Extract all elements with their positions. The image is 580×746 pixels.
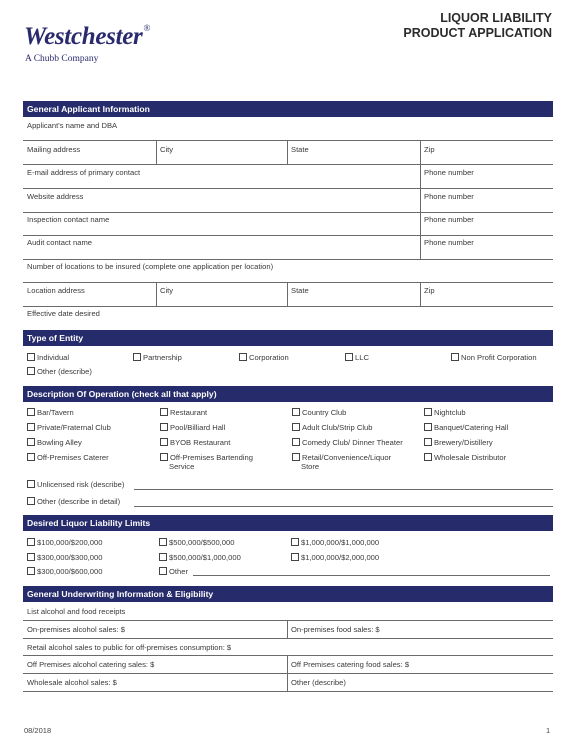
- entity-option-label: Individual: [37, 353, 70, 362]
- checkbox-icon: [292, 453, 300, 461]
- divider: [287, 620, 288, 638]
- checkbox-icon: [424, 453, 432, 461]
- westchester-logo: [24, 24, 150, 49]
- limit-checkbox[interactable]: [291, 538, 379, 547]
- section-desired-limits: Desired Liquor Liability Limits: [23, 515, 553, 531]
- checkbox-icon: [27, 553, 35, 561]
- checkbox-icon: [27, 438, 35, 446]
- divider: [156, 282, 157, 306]
- phone-field[interactable]: Phone number: [424, 168, 474, 177]
- checkbox-icon: [160, 438, 168, 446]
- location-state-field[interactable]: State: [291, 286, 309, 295]
- divider: [287, 282, 288, 306]
- checkbox-icon: [27, 423, 35, 431]
- other-receipts-field[interactable]: Other (describe): [291, 678, 346, 687]
- operation-checkbox[interactable]: [27, 453, 109, 462]
- off-premises-food-field[interactable]: Off Premises catering food sales: $: [291, 660, 410, 669]
- divider: [23, 638, 553, 639]
- limit-other-input-line[interactable]: [193, 575, 550, 576]
- checkbox-icon: [292, 408, 300, 416]
- operation-label: Bowling Alley: [37, 438, 82, 447]
- section-underwriting: General Underwriting Information & Eligibility: [23, 586, 553, 602]
- checkbox-icon: [159, 553, 167, 561]
- divider: [23, 164, 553, 165]
- limit-label: $300,000/$300,000: [37, 553, 103, 562]
- wholesale-alcohol-field[interactable]: Wholesale alcohol sales: $: [27, 678, 117, 687]
- page-number: 1: [546, 726, 551, 735]
- entity-option-label: Other (describe): [37, 367, 92, 376]
- audit-contact-field[interactable]: Audit contact name: [27, 238, 93, 247]
- checkbox-icon: [451, 353, 459, 361]
- title-line-2: PRODUCT APPLICATION: [403, 26, 552, 40]
- divider: [23, 282, 553, 283]
- divider: [23, 655, 553, 656]
- retail-alcohol-field[interactable]: Retail alcohol sales to public for off-premises consumption: $: [27, 643, 232, 652]
- checkbox-icon: [27, 367, 35, 375]
- location-address-field[interactable]: Location address: [27, 286, 85, 295]
- operation-label: Retail/Convenience/Liquor: [302, 453, 392, 462]
- checkbox-icon: [160, 453, 168, 461]
- limit-checkbox[interactable]: [159, 538, 234, 547]
- divider: [23, 235, 553, 236]
- phone-field[interactable]: Phone number: [424, 192, 474, 201]
- operation-label: Restaurant: [170, 408, 208, 417]
- operation-label: Banquet/Catering Hall: [434, 423, 509, 432]
- operation-checkbox[interactable]: [424, 438, 493, 447]
- operation-label: Brewery/Distillery: [434, 438, 493, 447]
- locations-count-field[interactable]: Number of locations to be insured (complete one application per location): [27, 262, 274, 271]
- divider: [156, 140, 157, 164]
- mailing-state-field[interactable]: State: [291, 145, 309, 154]
- operation-label: Off-Premises Caterer: [37, 453, 109, 462]
- section-general-applicant: General Applicant Information: [23, 101, 553, 117]
- divider: [23, 188, 553, 189]
- section-description-of-operation: Description Of Operation (check all that apply): [23, 386, 553, 402]
- limit-label: $1,000,000/$2,000,000: [301, 553, 380, 562]
- operation-label: Country Club: [302, 408, 347, 417]
- footer-date: 08/2018: [24, 726, 52, 735]
- operation-label: Adult Club/Strip Club: [302, 423, 373, 432]
- section-type-of-entity: Type of Entity: [23, 330, 553, 346]
- email-field[interactable]: E-mail address of primary contact: [27, 168, 141, 177]
- mailing-zip-field[interactable]: Zip: [424, 145, 435, 154]
- checkbox-icon: [159, 567, 167, 575]
- limit-label: $300,000/$600,000: [37, 567, 103, 576]
- limit-label: $500,000/$1,000,000: [169, 553, 241, 562]
- entity-option-label: LLC: [355, 353, 369, 362]
- entity-option-label: Partnership: [143, 353, 182, 362]
- applicant-name-field[interactable]: Applicant's name and DBA: [27, 121, 118, 130]
- operation-checkbox[interactable]: [160, 408, 207, 417]
- operation-checkbox[interactable]: [160, 423, 225, 432]
- limit-label: $100,000/$200,000: [37, 538, 103, 547]
- other-operation-checkbox[interactable]: [27, 497, 120, 506]
- phone-field[interactable]: Phone number: [424, 215, 474, 224]
- checkbox-icon: [27, 453, 35, 461]
- on-premises-alcohol-field[interactable]: On-premises alcohol sales: $: [27, 625, 125, 634]
- checkbox-icon: [27, 353, 35, 361]
- checkbox-icon: [424, 423, 432, 431]
- divider: [23, 212, 553, 213]
- operation-checkbox[interactable]: [424, 423, 508, 432]
- operation-checkbox[interactable]: [292, 453, 391, 462]
- checkbox-icon: [27, 408, 35, 416]
- location-zip-field[interactable]: Zip: [424, 286, 435, 295]
- limit-checkbox[interactable]: [27, 538, 102, 547]
- operation-label: Private/Fraternal Club: [37, 423, 111, 432]
- operation-label: Comedy Club/ Dinner Theater: [302, 438, 403, 447]
- divider: [420, 282, 421, 306]
- mailing-address-field[interactable]: Mailing address: [27, 145, 81, 154]
- entity-llc-checkbox[interactable]: [345, 353, 369, 362]
- checkbox-icon: [292, 438, 300, 446]
- divider: [420, 140, 421, 164]
- limit-checkbox[interactable]: [159, 553, 241, 562]
- operation-checkbox[interactable]: [292, 408, 346, 417]
- operation-label-continued: Store: [301, 462, 320, 471]
- entity-option-label: Non Profit Corporation: [461, 353, 537, 362]
- divider: [287, 140, 288, 164]
- limit-checkbox[interactable]: [27, 567, 102, 576]
- entity-individual-checkbox[interactable]: [27, 353, 69, 362]
- checkbox-icon: [159, 538, 167, 546]
- operation-label-continued: Service: [169, 462, 195, 471]
- divider: [23, 306, 553, 307]
- entity-option-label: Corporation: [249, 353, 289, 362]
- unlicensed-risk-input-line[interactable]: [134, 489, 553, 490]
- checkbox-icon: [160, 408, 168, 416]
- logo-tagline: A Chubb Company: [25, 54, 99, 64]
- limit-checkbox[interactable]: [27, 553, 102, 562]
- unlicensed-risk-label: Unlicensed risk (describe): [37, 480, 125, 489]
- mailing-city-field[interactable]: City: [160, 145, 174, 154]
- checkbox-icon: [291, 553, 299, 561]
- website-field[interactable]: Website address: [27, 192, 84, 201]
- entity-other-checkbox[interactable]: [27, 367, 92, 376]
- operation-label: Wholesale Distributor: [434, 453, 507, 462]
- limit-other-checkbox[interactable]: [159, 567, 188, 576]
- entity-corporation-checkbox[interactable]: [239, 353, 289, 362]
- on-premises-food-field[interactable]: On-premises food sales: $: [291, 625, 380, 634]
- brand-name: Westchester: [24, 23, 143, 50]
- checkbox-icon: [291, 538, 299, 546]
- limit-label: Other: [169, 567, 188, 576]
- operation-label: BYOB Restaurant: [170, 438, 231, 447]
- divider: [23, 259, 553, 260]
- operation-label: Off-Premises Bartending: [170, 453, 254, 462]
- operation-checkbox[interactable]: [27, 408, 74, 417]
- divider: [23, 140, 553, 141]
- operation-label: Bar/Tavern: [37, 408, 74, 417]
- operation-checkbox[interactable]: [292, 423, 373, 432]
- limit-label: $500,000/$500,000: [169, 538, 235, 547]
- document-title: [403, 11, 552, 41]
- operation-label: Pool/Billiard Hall: [170, 423, 226, 432]
- operation-checkbox[interactable]: [424, 453, 506, 462]
- operation-checkbox[interactable]: [160, 453, 253, 462]
- effective-date-field[interactable]: Effective date desired: [27, 309, 100, 318]
- operation-checkbox[interactable]: [424, 408, 466, 417]
- divider: [23, 673, 553, 674]
- checkbox-icon: [27, 538, 35, 546]
- checkbox-icon: [27, 497, 35, 505]
- entity-nonprofit-checkbox[interactable]: [451, 353, 537, 362]
- divider: [23, 620, 553, 621]
- checkbox-icon: [27, 567, 35, 575]
- registered-mark: ®: [143, 23, 150, 33]
- receipts-instruction: List alcohol and food receipts: [27, 607, 126, 616]
- other-operation-input-line[interactable]: [134, 506, 553, 507]
- location-city-field[interactable]: City: [160, 286, 174, 295]
- checkbox-icon: [424, 438, 432, 446]
- operation-checkbox[interactable]: [27, 438, 82, 447]
- other-operation-label: Other (describe in detail): [37, 497, 121, 506]
- checkbox-icon: [133, 353, 141, 361]
- phone-field[interactable]: Phone number: [424, 238, 474, 247]
- unlicensed-risk-checkbox[interactable]: [27, 480, 124, 489]
- operation-checkbox[interactable]: [292, 438, 403, 447]
- checkbox-icon: [239, 353, 247, 361]
- entity-partnership-checkbox[interactable]: [133, 353, 182, 362]
- checkbox-icon: [424, 408, 432, 416]
- limit-label: $1,000,000/$1,000,000: [301, 538, 380, 547]
- checkbox-icon: [160, 423, 168, 431]
- divider: [23, 691, 553, 692]
- checkbox-icon: [27, 480, 35, 488]
- operation-checkbox[interactable]: [27, 423, 111, 432]
- inspection-contact-field[interactable]: Inspection contact name: [27, 215, 110, 224]
- title-line-1: LIQUOR LIABILITY: [440, 11, 552, 25]
- limit-checkbox[interactable]: [291, 553, 379, 562]
- checkbox-icon: [345, 353, 353, 361]
- off-premises-alcohol-field[interactable]: Off Premises alcohol catering sales: $: [27, 660, 155, 669]
- operation-label: Nightclub: [434, 408, 466, 417]
- operation-checkbox[interactable]: [160, 438, 230, 447]
- checkbox-icon: [292, 423, 300, 431]
